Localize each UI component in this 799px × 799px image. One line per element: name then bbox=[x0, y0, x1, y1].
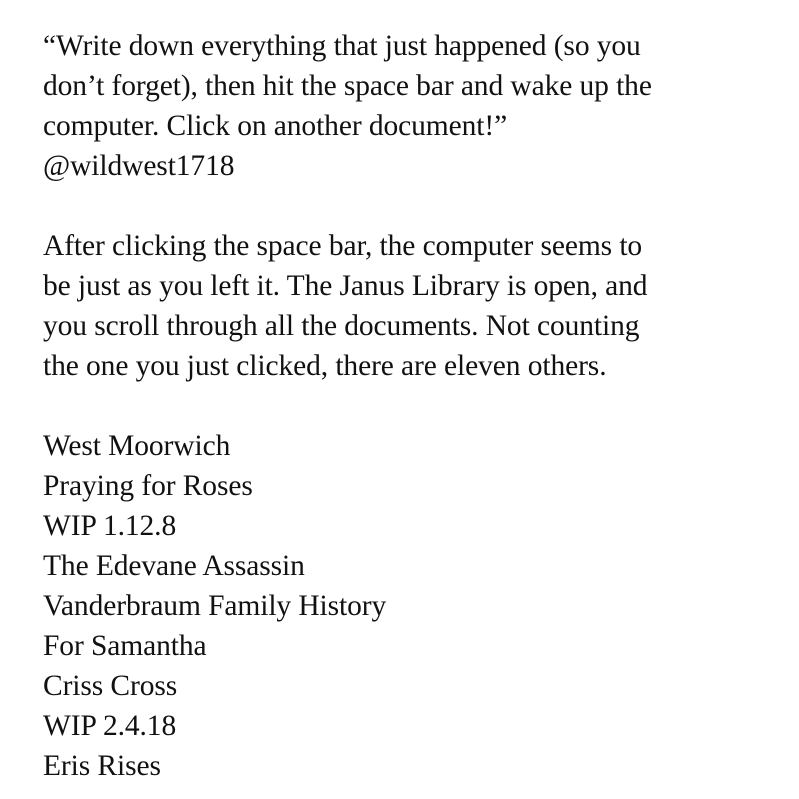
document-list-item: For Samantha bbox=[43, 630, 207, 662]
document-list-item: Praying for Roses bbox=[43, 470, 253, 502]
paragraph-spacer bbox=[43, 386, 783, 426]
document-list-item: Criss Cross bbox=[43, 670, 178, 702]
document-list-item: Vanderbraum Family History bbox=[43, 590, 387, 622]
document-list bbox=[43, 426, 783, 786]
quote-author: @wildwest1718 bbox=[43, 150, 235, 182]
narrative-paragraph bbox=[43, 226, 783, 386]
quote-line: don’t forget), then hit the space bar and wake up the bbox=[43, 70, 652, 102]
narrative-line: be just as you left it. The Janus Library is open, and bbox=[43, 270, 648, 302]
narrative-line: After clicking the space bar, the computer seems to bbox=[43, 230, 643, 262]
document-list-item: WIP 1.12.8 bbox=[43, 510, 177, 542]
document-page bbox=[43, 26, 783, 786]
document-list-item: WIP 2.4.18 bbox=[43, 710, 177, 742]
quote-line: “Write down everything that just happened (so you bbox=[43, 30, 641, 62]
document-list-item: West Moorwich bbox=[43, 430, 231, 462]
quote-line: computer. Click on another document!” bbox=[43, 110, 508, 142]
document-list-item: Eris Rises bbox=[43, 750, 161, 782]
quote-block bbox=[43, 26, 783, 186]
narrative-line: you scroll through all the documents. Not counting bbox=[43, 310, 640, 342]
paragraph-spacer bbox=[43, 186, 783, 226]
document-list-item: The Edevane Assassin bbox=[43, 550, 305, 582]
narrative-line: the one you just clicked, there are eleven others. bbox=[43, 350, 607, 382]
